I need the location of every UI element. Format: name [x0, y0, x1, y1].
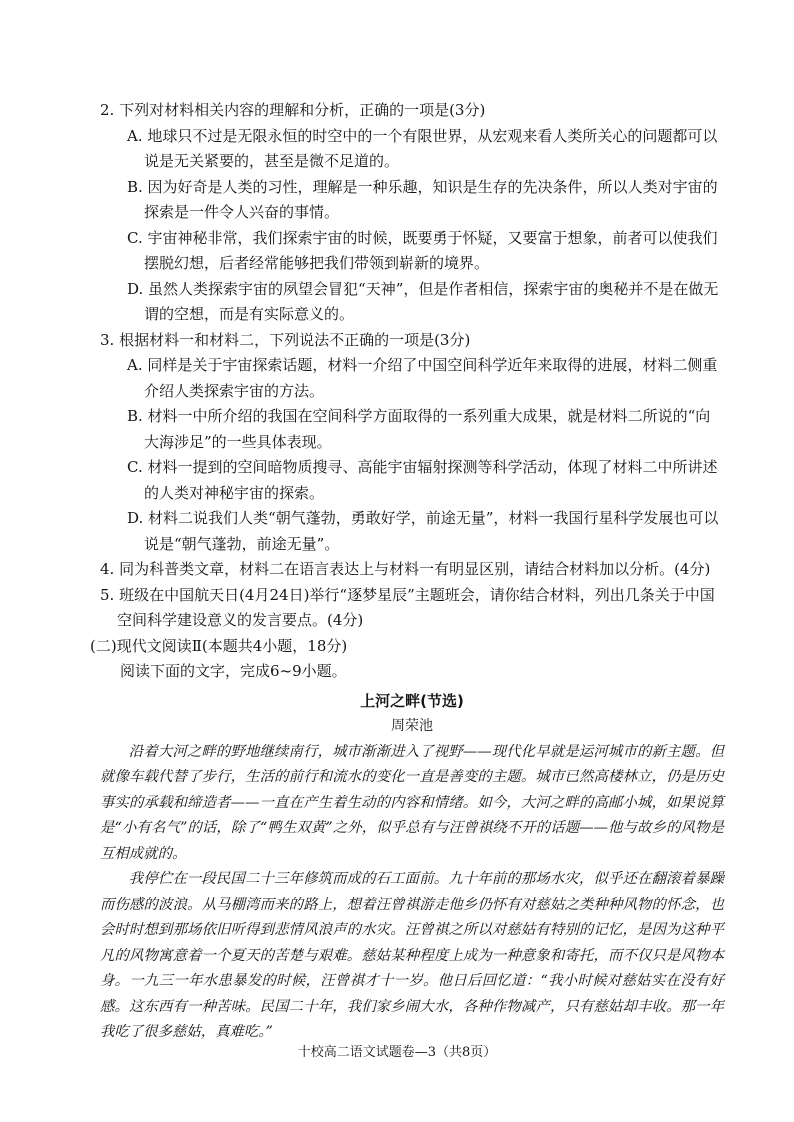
section-heading: (二)现代文阅读Ⅱ(本题共4小题，18分): [90, 636, 348, 655]
option-a: A. 同样是关于宇宙探索话题，材料一介绍了中国空间科学近年来取得的进展，材料二侧重介绍人类探索宇宙的方法。: [127, 356, 718, 400]
option-b: B. 材料一中所介绍的我国在空间科学方面取得的一系列重大成果，就是材料二所说的“向大海涉足”的一些具体表现。: [127, 407, 711, 451]
question-stem: 3. 根据材料一和材料二，下列说法不正确的一项是(3分): [100, 330, 471, 349]
option-b: B. 因为好奇是人类的习性，理解是一种乐趣，知识是生存的先决条件，所以人类对宇宙的探索是一件令人兴奋的事情。: [127, 177, 718, 221]
reading-instruction: 阅读下面的文字，完成6~9小题。: [120, 662, 347, 680]
option-d: D. 虽然人类探索宇宙的夙望会冒犯“天神”，但是作者相信，探索宇宙的奥秘并不是在做无谓的空想，而是有实际意义的。: [127, 279, 719, 323]
option-d: D. 材料二说我们人类“朝气蓬勃，勇敢好学，前途无量”，材料一我国行星科学发展也可以说是“朝气蓬勃，前途无量”。: [127, 509, 719, 553]
option-a: A. 地球只不过是无限永恒的时空中的一个有限世界，从宏观来看人类所关心的问题都可以说是无关紧要的，甚至是微不足道的。: [127, 126, 718, 170]
option-c: C. 宇宙神秘非常，我们探索宇宙的时候，既要勇于怀疑，又要富于想象，前者可以使我们摆脱幻想，后者经常能够把我们带领到崭新的境界。: [127, 228, 718, 272]
article-paragraph: 我停伫在一段民国二十三年修筑而成的石工面前。九十年前的那场水灾，似乎还在翻滚着暴躁而伤感的波浪。从马棚湾而来的路上，想着汪曾祺游走他乡仍怀有对慈姑之类种种风物的怀念，也会时时想到那场依旧听得到悲情风浪声的水灾。汪曾祺之所以对慈姑有特别的记忆，是因为这种平凡的风物寓意着一个夏天的苦楚与艰难。慈姑某种程度上成为一种意象和寄托，而不仅只是风物本身。一九三一年水患暴发的时候，汪曾祺才十一岁。他日后回忆道：“我小时候对慈姑实在没有好感。这东西有一种苦味。民国二十年，我们家乡闹大水，各种作物减产，只有慈姑却丰收。那一年我吃了很多慈姑，真难吃。”: [100, 871, 724, 1040]
question-2: [100, 98, 724, 328]
option-c: C. 材料一提到的空间暗物质搜寻、高能宇宙辐射探测等科学活动，体现了材料二中所讲述的人类对神秘宇宙的探索。: [127, 458, 718, 502]
question-stem: 2. 下列对材料相关内容的理解和分析，正确的一项是(3分): [100, 101, 486, 119]
article-paragraph: 沿着大河之畔的野地继续南行，城市渐渐进入了视野——现代化早就是运河城市的新主题。但就像车载代替了步行，生活的前行和流水的变化一直是善变的主题。城市已然高楼林立，仍是历史事实的承载和缔造者——一直在产生着生动的内容和情绪。如今，大河之畔的高邮小城，如果说算是“小有名气”的话，除了“鸭生双黄”之外，似乎总有与汪曾祺绕不开的话题——他与故乡的风物是互相成就的。: [100, 743, 724, 862]
page-footer: 十校高二语文试题卷—3（共8页）: [297, 1045, 497, 1060]
question-5: 5. 班级在中国航天日(4月24日)举行“逐梦星辰”主题班会，请你结合材料，列出几条关于中国空间科学建设意义的发言要点。(4分): [100, 585, 715, 629]
article-author: 周荣池: [391, 717, 433, 734]
question-3: [100, 328, 724, 558]
question-4: 4. 同为科普类文章，材料二在语言表达上与材料一有明显区别，请结合材料加以分析。(4分): [100, 560, 711, 578]
article-title: 上河之畔(节选): [360, 691, 464, 710]
